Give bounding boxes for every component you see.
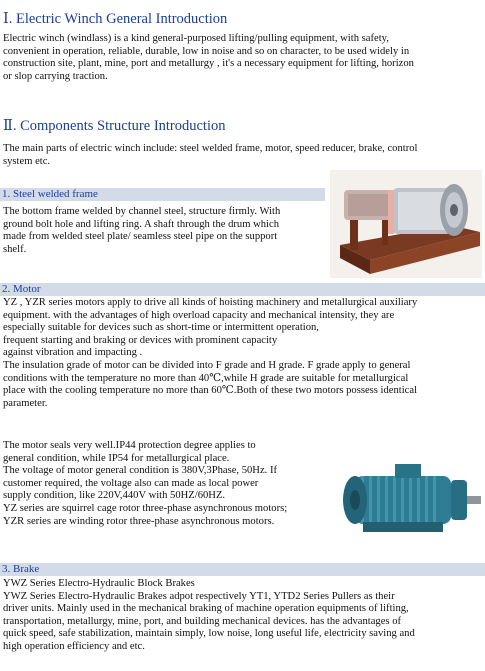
frame-body bbox=[3, 206, 321, 256]
text-line: conditions with the temperature no more than 40℃,while H grade are suitable for metallurgical bbox=[3, 372, 409, 384]
brake-body bbox=[3, 578, 482, 654]
text-line: The main parts of electric winch include: steel welded frame, motor, speed reducer, brake, control bbox=[3, 143, 418, 154]
text-line: The bottom frame welded by channel steel, structure firmly. With bbox=[3, 206, 281, 217]
text-line: ground bolt hole and lifting ring. A shaft through the drum which bbox=[3, 218, 279, 230]
text-line: transportation, metallurgy, mine, port, and building mechanical devices. has the advantages of bbox=[3, 615, 402, 627]
motor-photo bbox=[335, 458, 483, 540]
text-line: quick speed, safe stabilization, maintain simply, low noise, long useful life, electricity saving and bbox=[3, 628, 415, 640]
text-line: high operation efficiency and etc. bbox=[3, 640, 145, 652]
text-line: YZ , YZR series motors apply to drive all kinds of hoisting machinery and metallurgical auxiliary bbox=[3, 297, 418, 308]
section-1-title: Ⅰ. Electric Winch General Introduction bbox=[3, 11, 228, 27]
section-2-title: Ⅱ. Components Structure Introduction bbox=[3, 118, 226, 134]
winch-photo bbox=[330, 170, 482, 278]
text-line: system etc. bbox=[3, 155, 51, 167]
motor-body-a bbox=[3, 297, 482, 410]
text-line: Electric winch (windlass) is a kind general-purposed lifting/pulling equipment, with safety, bbox=[3, 33, 389, 44]
text-line: YZ series are squirrel cage rotor three-phase asynchronous motors; bbox=[3, 502, 288, 514]
brake-heading: 3. Brake bbox=[0, 563, 485, 576]
text-line: driver units. Mainly used in the mechanical braking of machine operation equipments of lifting, bbox=[3, 603, 409, 615]
text-line: The insulation grade of motor can be divided into F grade and H grade. F grade apply to general bbox=[3, 359, 411, 371]
text-line: frequent starting and braking or devices with prominent capacity bbox=[3, 334, 278, 346]
text-line: YWZ Series Electro-Hydraulic Brakes adpot respectively YT1, YTD2 Series Pullers as their bbox=[3, 590, 395, 602]
motor-body-b bbox=[3, 440, 321, 528]
text-line: The voltage of motor general condition is 380V,3Phase, 50Hz. If bbox=[3, 465, 278, 477]
brake-subtitle: YWZ Series Electro-Hydraulic Block Brakes bbox=[3, 578, 195, 589]
section-1-body bbox=[3, 33, 482, 83]
text-line: made from welded steel plate/ seamless steel pipe on the support bbox=[3, 231, 278, 243]
text-line: shelf. bbox=[3, 243, 27, 255]
text-line: convenient in operation, reliable, durable, low in noise and so on character, to be used widely in bbox=[3, 45, 410, 57]
text-line: general condition, while IP54 for metallurgical place. bbox=[3, 452, 230, 464]
section-2-intro bbox=[3, 143, 482, 168]
text-line: place with the cooling temperature no more than 60℃.Both of these two motors possess identical bbox=[3, 385, 418, 397]
text-line: parameter. bbox=[3, 397, 48, 409]
text-line: customer required, the voltage also can made as local power bbox=[3, 477, 259, 489]
text-line: against vibration and impacting . bbox=[3, 347, 143, 359]
text-line: YZR series are winding rotor three-phase asynchronous motors. bbox=[3, 515, 275, 527]
text-line: construction site, plant, mine, port and metallurgy , it's a necessary equipment for lifting, horizon bbox=[3, 58, 414, 70]
text-line: especially suitable for devices such as short-time or intermittent operation, bbox=[3, 322, 319, 334]
text-line: The motor seals very well.IP44 protection degree applies to bbox=[3, 440, 256, 451]
text-line: supply condition, like 220V,440V with 50HZ/60HZ. bbox=[3, 490, 226, 502]
motor-heading: 2. Motor bbox=[0, 283, 485, 296]
text-line: equipment. with the advantages of high overload capacity and mechanical intensity, they are bbox=[3, 309, 395, 321]
frame-heading: 1. Steel welded frame bbox=[0, 188, 325, 201]
text-line: or slop carrying traction. bbox=[3, 70, 108, 82]
